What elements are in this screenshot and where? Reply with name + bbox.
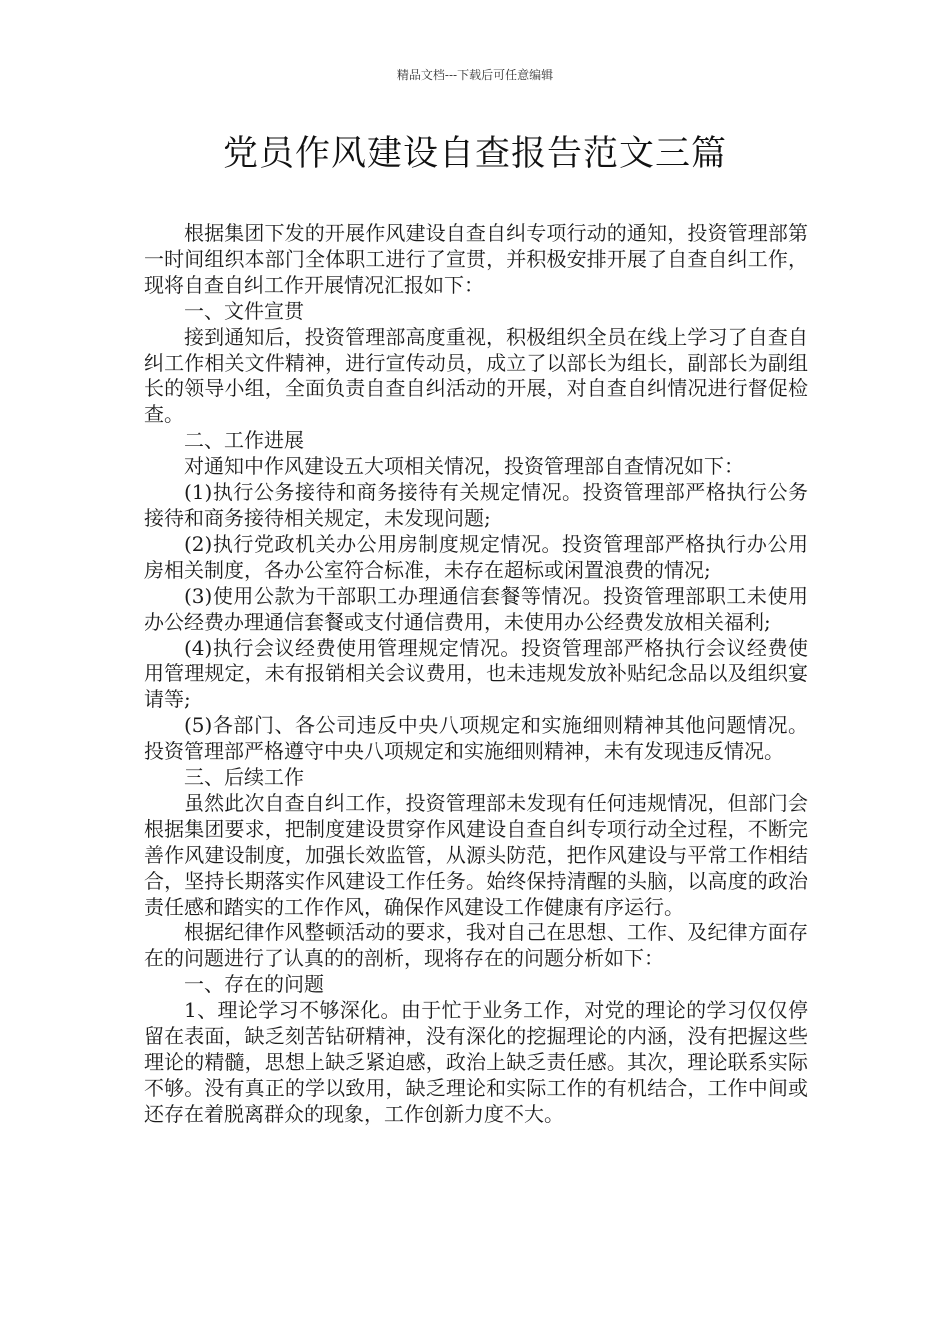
section-heading-work-progress: 二、工作进展 [184,428,304,453]
list-item-4: (4)执行会议经费使用管理规定情况。投资管理部严格执行会议经费使用管理规定，未有报销相关会议费用，也未违规发放补贴纪念品以及组织宴请等; [144,635,808,712]
list-item-3: (3)使用公款为干部职工办理通信套餐等情况。投资管理部职工未使用办公经费办理通信套餐或支付通信费用，未使用办公经费发放相关福利; [144,583,808,634]
list-item-2: (2)执行党政机关办公用房制度规定情况。投资管理部严格执行办公用房相关制度，各办公室符合标准，未存在超标或闲置浪费的情况; [144,531,808,582]
paragraph-intro: 根据集团下发的开展作风建设自查自纠专项行动的通知，投资管理部第一时间组织本部门全体职工进行了宣贯，并积极安排开展了自查自纠工作，现将自查自纠工作开展情况汇报如下： [144,221,808,297]
header-note: 精品文档---下载后可任意编辑 [396,68,554,82]
document-body [144,221,808,1128]
paragraph-follow-up: 虽然此次自查自纠工作，投资管理部未发现有任何违规情况，但部门会根据集团要求，把制度建设贯穿作风建设自查自纠专项行动全过程，不断完善作风建设制度，加强长效监管，从源头防范，把作风建设与平常工作相结合，坚持长期落实作风建设工作任务。始终保持清醒的头脑，以高度的政治责任感和踏实的工作作风，确保作风建设工作健康有序运行。 [144,790,808,919]
section-heading-existing-problems: 一、存在的问题 [184,972,324,997]
section-heading-follow-up: 三、后续工作 [184,765,304,790]
paragraph-second-report-intro: 根据纪律作风整顿活动的要求，我对自己在思想、工作、及纪律方面存在的问题进行了认真的的剖析，现将存在的问题分析如下： [144,920,808,971]
paragraph-file-publicity: 接到通知后，投资管理部高度重视，积极组织全员在线上学习了自查自纠工作相关文件精神，进行宣传动员，成立了以部长为组长，副部长为副组长的领导小组，全面负责自查自纠活动的开展，对自查自纠情况进行督促检查。 [144,324,808,427]
list-item-1: (1)执行公务接待和商务接待有关规定情况。投资管理部严格执行公务接待和商务接待相关规定，未发现问题; [144,480,808,530]
paragraph-progress-intro: 对通知中作风建设五大项相关情况，投资管理部自查情况如下： [184,454,744,479]
list-item-5: (5)各部门、各公司违反中央八项规定和实施细则精神其他问题情况。投资管理部严格遵守中央八项规定和实施细则精神，未有发现违反情况。 [144,713,808,764]
section-heading-file-publicity: 一、文件宣贯 [184,298,304,323]
document-title: 党员作风建设自查报告范文三篇 [222,134,727,174]
paragraph-problem-1: 1、理论学习不够深化。由于忙于业务工作，对党的理论的学习仅仅停留在表面，缺乏刻苦钻研精神，没有深化的挖掘理论的内涵，没有把握这些理论的精髓，思想上缺乏紧迫感，政治上缺乏责任感。其次，理论联系实际不够。没有真正的学以致用，缺乏理论和实际工作的有机结合，工作中间或还存在着脱离群众的现象，工作创新力度不大。 [144,998,808,1126]
